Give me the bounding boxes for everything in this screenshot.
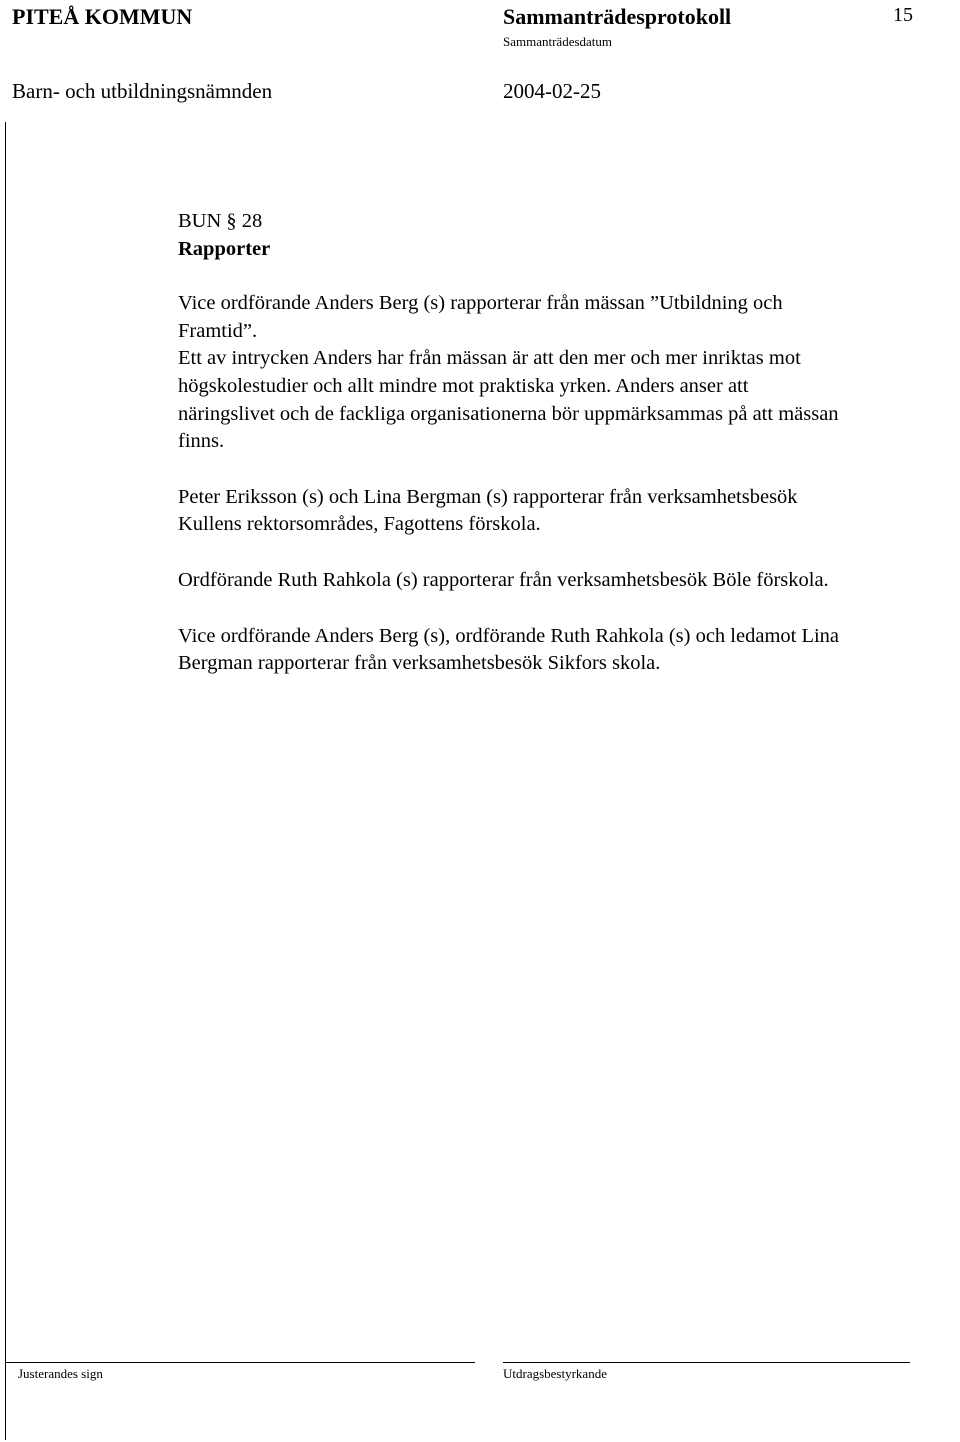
paragraph-line: Peter Eriksson (s) och Lina Bergman (s) rapporterar från verksamhetsbesök (178, 485, 798, 508)
footer-rule-sign (5, 1362, 475, 1363)
signature-label: Justerandes sign (18, 1366, 103, 1381)
meeting-date-label: Sammanträdesdatum (503, 34, 613, 49)
paragraph-line: Kullens rektorsområdes, Fagottens förskola. (178, 513, 541, 536)
extract-certification-label: Utdragsbestyrkande (503, 1366, 607, 1381)
margin-rule (5, 122, 6, 1440)
paragraph-line: Ett av intrycken Anders har från mässan är att den mer och mer inriktas mot (178, 347, 801, 370)
paragraph-kullens-visit (178, 484, 960, 539)
page-number: 15 (893, 4, 913, 26)
committee-name: Barn- och utbildningsnämnden (12, 79, 273, 103)
paragraph-line: Vice ordförande Anders Berg (s) rapporterar från mässan ”Utbildning och (178, 292, 783, 315)
paragraph-sikfors-visit (178, 623, 960, 678)
footer-rule-extract (503, 1362, 910, 1363)
paragraph-line: högskolestudier och allt mindre mot praktiska yrken. Anders anser att (178, 374, 749, 397)
document-type: Sammanträdesprotokoll (503, 4, 732, 29)
paragraph-fair-report (178, 290, 960, 456)
organization-name: PITEÅ KOMMUN (12, 4, 193, 29)
paragraph-bole-visit (178, 567, 960, 595)
section-identifier: BUN § 28 (178, 210, 263, 232)
paragraph-line: Bergman rapporterar från verksamhetsbesök Sikfors skola. (178, 652, 661, 675)
section-title: Rapporter (178, 237, 271, 260)
paragraph-line: Framtid”. (178, 319, 258, 342)
meeting-date: 2004-02-25 (503, 79, 601, 103)
protocol-body (178, 208, 960, 678)
paragraph-line: näringslivet och de fackliga organisationerna bör uppmärksammas på att mässan (178, 402, 839, 425)
paragraph-line: finns. (178, 430, 225, 453)
paragraph-line: Vice ordförande Anders Berg (s), ordförande Ruth Rahkola (s) och ledamot Lina (178, 624, 840, 647)
paragraph-line: Ordförande Ruth Rahkola (s) rapporterar från verksamhetsbesök Böle förskola. (178, 568, 829, 591)
